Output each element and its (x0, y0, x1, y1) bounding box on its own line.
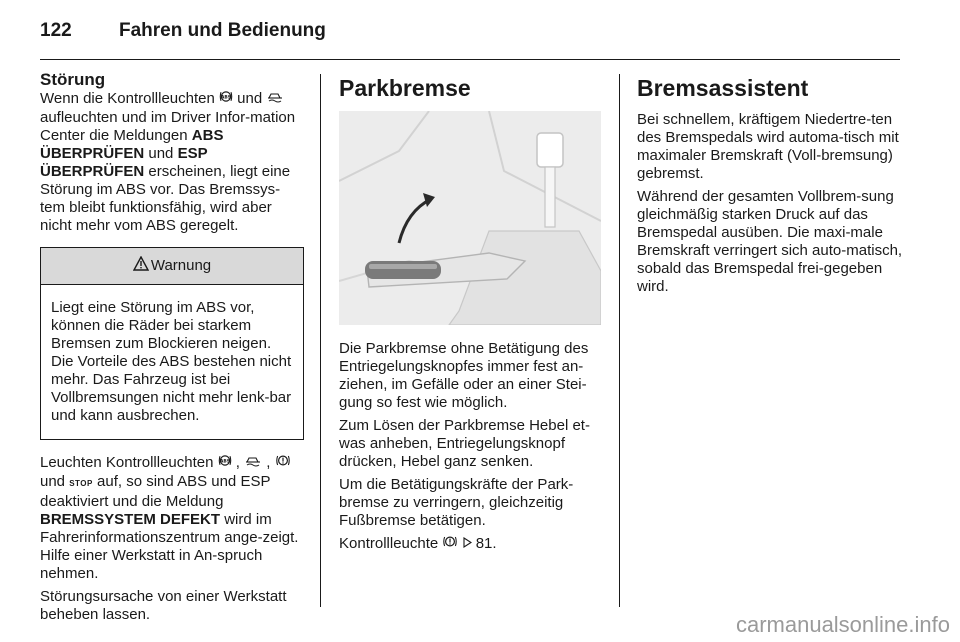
brake-system-icon (275, 456, 291, 471)
page-reference[interactable]: 81. (475, 535, 497, 552)
paragraph-assist-1: Bei schnellem, kräftigem Niedertre-ten des Bremspedals wird automa-tisch mit maximaler Bremskraft (Voll-bremsung) gebremst. (637, 111, 899, 182)
warning-header (41, 248, 303, 285)
column-stoerung (40, 70, 304, 629)
brake-system-icon (442, 537, 462, 552)
section-heading-stoerung: Störung (40, 70, 106, 89)
column-bremsassistent (637, 73, 903, 301)
abs-warning-icon (219, 92, 237, 107)
paragraph-park-light (339, 535, 605, 554)
column-parkbremse (339, 73, 605, 559)
svg-text:ABS: ABS (219, 459, 230, 465)
warning-text: Liegt eine Störung im ABS vor, können die Räder bei starkem Bremsen zum Blockieren neigen. Die Vorteile des ABS bestehen nicht mehr. Das Fahrzeug ist bei Vollbremsungen nicht mehr lenk-bar und kann ausbrechen. (51, 299, 292, 424)
page-reference-icon[interactable] (463, 537, 476, 552)
chapter-title: Fahren und Bedienung (119, 20, 326, 41)
text: auf, so sind ABS und ESP deaktiviert und die Meldung (40, 473, 271, 510)
paragraph-park-release: Zum Lösen der Parkbremse Hebel et-was anheben, Entriegelungsknopf drücken, Hebel ganz senken. (339, 417, 590, 470)
column-divider-1 (320, 74, 321, 607)
column-divider-2 (619, 74, 620, 607)
text: , (235, 454, 240, 471)
text: Wenn die Kontrollleuchten (40, 90, 215, 107)
warning-title: Warnung (150, 257, 212, 274)
paragraph-abs-fault (40, 90, 304, 235)
text: , (266, 454, 271, 471)
text: und (40, 473, 66, 490)
message-abs-check: ABS ÜBERPRÜFEN (40, 127, 224, 162)
abs-warning-icon (218, 456, 236, 471)
paragraph-park-apply: Die Parkbremse ohne Betätigung des Entriegelungsknopfes immer fest an-ziehen, im Gefälle oder an einer Stei-gung so fest wie möglich. (339, 340, 589, 411)
paragraph-repair: Störungsursache von einer Werkstatt beheben lassen. (40, 588, 287, 623)
esp-car-icon (266, 92, 284, 107)
text: Kontrollleuchte (339, 535, 439, 552)
paragraph-assist-2: Während der gesamten Vollbrem-sung gleichmäßig starken Druck auf das Bremspedal ausüben. Die maxi-male Bremskraft verringert sich auto-matisch, sobald das Bremspedal frei-gegeben wird. (637, 188, 903, 295)
section-heading-parkbremse: Parkbremse (339, 75, 471, 101)
text: und (237, 90, 263, 107)
text: Leuchten Kontrollleuchten (40, 454, 214, 471)
text: wird im Fahrerinformationszentrum ange-zeigt. Hilfe einer Werkstatt in An-spruch nehmen. (40, 511, 299, 582)
paragraph-lights-on (40, 454, 304, 583)
watermark: carmanualsonline.info (735, 612, 950, 637)
page-header (40, 20, 900, 50)
text: erscheinen, liegt eine Störung im ABS vor. Das Bremssys-tem bleibt funktionsfähig, wird aber nicht mehr vom ABS geregelt. (40, 163, 291, 234)
text: aufleuchten und im Driver Infor-mation Center die Meldungen (40, 109, 296, 144)
page-number: 122 (40, 20, 72, 41)
message-brake-defect: BREMSSYSTEM DEFEKT (40, 511, 221, 528)
section-heading-bremsassistent: Bremsassistent (637, 75, 809, 101)
message-esp-check: ESP ÜBERPRÜFEN (40, 145, 208, 180)
text: und (148, 145, 174, 162)
esp-car-icon (244, 456, 266, 471)
paragraph-park-force: Um die Betätigungskräfte der Park-bremse zu verringern, gleichzeitig Fußbremse betätigen. (339, 476, 574, 529)
header-rule (40, 59, 900, 60)
warning-triangle-icon (133, 256, 149, 276)
parking-brake-illustration (339, 111, 601, 325)
stop-symbol: STOP (69, 479, 93, 488)
svg-text:ABS: ABS (221, 95, 231, 101)
warning-box (40, 247, 304, 440)
